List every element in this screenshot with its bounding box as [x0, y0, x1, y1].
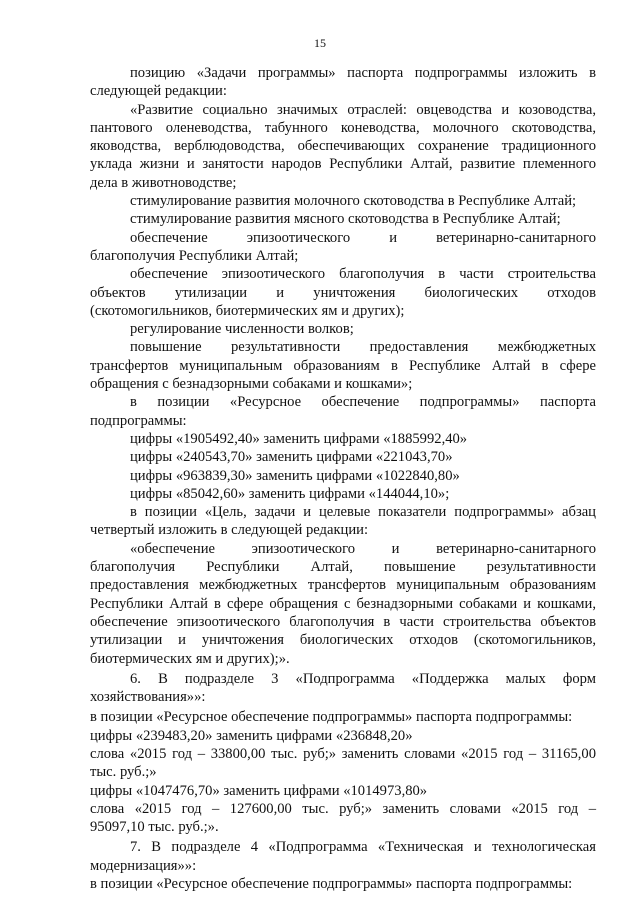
text-line: трансфертов муниципальным образованиям в Республике Алтай в сфере: [90, 357, 596, 374]
text-line: утилизации и уничтожения биологических отходов (скотомогильников,: [90, 632, 596, 649]
text-line: тыс. руб.;»: [90, 764, 157, 781]
text-line: цифры «239483,20» заменить цифрами «236848,20»: [90, 727, 413, 744]
text-line: биотермических ям и других);».: [90, 650, 290, 667]
text-line: хозяйствования»»:: [90, 689, 206, 706]
text-line: уклада жизни и занятости народов Республики Алтай, развитие племенного: [90, 156, 596, 173]
text-line: благополучия Республики Алтай;: [90, 247, 299, 264]
text-line: обеспечение эпизоотического благополучия в части строительства: [130, 266, 596, 283]
text-line: стимулирование развития молочного скотоводства в Республике Алтай;: [130, 193, 577, 210]
text-line: «Развитие социально значимых отраслей: овцеводства и козоводства,: [130, 101, 596, 118]
text-line: в позиции «Цель, задачи и целевые показатели подпрограммы» абзац: [130, 504, 596, 521]
text-line: в позиции «Ресурсное обеспечение подпрограммы» паспорта подпрограммы:: [90, 876, 573, 893]
text-line: «обеспечение эпизоотического и ветеринарно-санитарного: [130, 540, 596, 557]
text-line: позицию «Задачи программы» паспорта подпрограммы изложить в: [130, 65, 596, 81]
text-line: Республики Алтай в сфере обращения с безнадзорными собаками и кошками,: [90, 595, 596, 612]
text-line: объектов утилизации и уничтожения биологических отходов: [90, 284, 596, 301]
text-line: стимулирование развития мясного скотоводства в Республике Алтай;: [130, 211, 561, 228]
text-line: регулирование численности волков;: [130, 321, 354, 338]
text-line: обеспечение эпизоотического и ветеринарно-санитарного: [130, 229, 596, 246]
text-line: подпрограммы:: [90, 412, 187, 429]
text-line: следующей редакции:: [90, 83, 227, 100]
text-line: обращения с безнадзорными собаками и кошками»;: [90, 376, 413, 393]
text-line: цифры «1047476,70» заменить цифрами «1014973,80»: [90, 782, 428, 799]
text-line: цифры «963839,30» заменить цифрами «1022840,80»: [130, 467, 460, 484]
text-line: цифры «240543,70» заменить цифрами «221043,70»: [130, 449, 453, 466]
text-line: обеспечение эпизоотического благополучия в части строительства объектов: [90, 613, 596, 630]
text-line: (скотомогильников, биотермических ям и других);: [90, 302, 405, 319]
text-line: цифры «1905492,40» заменить цифрами «1885992,40»: [130, 430, 468, 447]
text-line: дела в животноводстве;: [90, 174, 237, 191]
page-number: 15: [314, 36, 326, 50]
document-body: [90, 64, 596, 893]
text-line: благополучия Республики Алтай, повышение результативности: [90, 559, 596, 576]
text-line: в позиции «Ресурсное обеспечение подпрограммы» паспорта: [130, 394, 596, 411]
text-line: цифры «85042,60» заменить цифрами «144044,10»;: [130, 485, 450, 502]
text-line: 6. В подразделе 3 «Подпрограмма «Поддержка малых форм: [130, 670, 596, 687]
text-line: повышение результативности предоставления межбюджетных: [130, 339, 596, 356]
text-line: четвертый изложить в следующей редакции:: [90, 522, 369, 539]
text-line: 7. В подразделе 4 «Подпрограмма «Техническая и технологическая: [130, 839, 596, 856]
text-line: слова «2015 год – 33800,00 тыс. руб;» заменить словами «2015 год – 31165,00: [90, 745, 596, 762]
text-line: пантового оленеводства, табунного коневодства, молочного скотоводства,: [90, 119, 596, 136]
text-line: в позиции «Ресурсное обеспечение подпрограммы» паспорта подпрограммы:: [90, 709, 573, 726]
text-line: слова «2015 год – 127600,00 тыс. руб;» заменить словами «2015 год –: [90, 800, 596, 817]
text-line: яководства, верблюдоводства, обеспечивающих сохранение традиционного: [90, 138, 596, 155]
text-line: предоставления межбюджетных трансфертов муниципальным образованиям: [90, 577, 596, 594]
text-line: 95097,10 тыс. руб.;».: [90, 819, 219, 836]
text-line: модернизация»»:: [90, 857, 197, 874]
